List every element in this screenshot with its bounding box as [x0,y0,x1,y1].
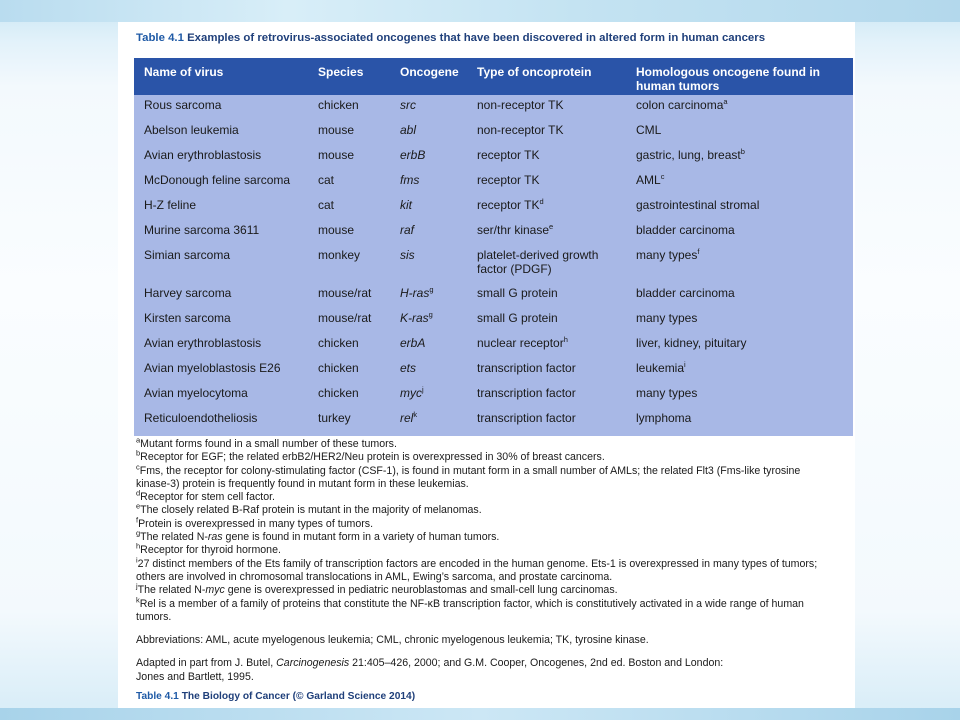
species-cell: chicken [318,336,359,350]
header-oncoprotein-type: Type of oncoprotein [477,65,592,79]
virus-name-cell: Abelson leukemia [144,123,239,137]
oncogene-cell: kit [400,198,412,212]
virus-name-cell: McDonough feline sarcoma [144,173,291,187]
species-cell: mouse [318,123,355,137]
footnote-e: $^e$The closely related B-Raf protein is mutant in the majority of melanomas. [136,501,482,517]
virus-name-cell: Reticuloendotheliosis [144,411,258,425]
oncoprotein-type-cell: receptor TK [477,173,540,187]
species-cell: chicken [318,386,359,400]
oncogene-cell: fms [400,173,420,187]
species-cell: mouse [318,223,355,237]
species-cell: turkey [318,411,351,425]
footer-caption-text: The Biology of Cancer (© Garland Science 2014) [181,691,416,702]
species-cell: cat [318,198,335,212]
virus-name-cell: Avian erythroblastosis [144,148,262,162]
species-cell: cat [318,173,335,187]
footnote-h: $^h$Receptor for thyroid hormone. [136,541,281,557]
header-species: Species [318,65,364,79]
homologous-oncogene-cell: CML [636,123,662,137]
table-footnotes [136,435,836,684]
homologous-oncogene-cell: gastric, lung, breast$^b$ [636,147,745,162]
oncogene-cell: sis [400,248,415,262]
oncoprotein-type-cell: non-receptor TK [477,98,564,112]
header-virus: Name of virus [144,65,224,79]
abbreviations-note: Abbreviations: AML, acute myelogenous leukemia; CML, chronic myelogenous leukemia; TK, tyrosine kinase. [136,634,649,647]
oncoprotein-type-cell: transcription factor [477,361,576,375]
footnote-d: $^d$Receptor for stem cell factor. [136,488,275,504]
homologous-oncogene-cell: many types [636,386,698,400]
homologous-oncogene-cell: many types [636,311,698,325]
virus-name-cell: Avian myeloblastosis E26 [144,361,281,375]
homologous-oncogene-cell: AML$^c$ [636,172,665,187]
virus-name-cell: Kirsten sarcoma [144,311,231,325]
table-caption [136,32,848,44]
footnote-k: $^k$Rel is a member of a family of proteins that constitute the NF-κB transcription factor, which is constitutively activated in a wide range of human tumors. [136,595,804,623]
homologous-oncogene-cell: many types$^f$ [636,247,700,262]
oncogene-cell: myc$^j$ [400,385,424,400]
oncoprotein-type-cell: receptor TK [477,148,540,162]
oncoprotein-type-cell: non-receptor TK [477,123,564,137]
oncogene-cell: K-ras$^g$ [400,310,433,325]
homologous-oncogene-cell: leukemia$^i$ [636,360,686,375]
oncogene-cell: src [400,98,416,112]
table-header [134,58,853,95]
virus-name-cell: Avian myelocytoma [144,386,248,400]
footnote-c: $^c$Fms, the receptor for colony-stimulating factor (CSF-1), is found in mutant form in a small number of AMLs; the related Flt3 (Fms-like tyrosine kinase-3) protein is frequently found in mutant form in these leukemias. [136,462,801,490]
oncogene-cell: ets [400,361,417,375]
footnote-a: $^a$Mutant forms found in a small number of these tumors. [136,435,397,450]
virus-name-cell: Avian erythroblastosis [144,336,262,350]
slide-bottom-band [0,708,960,720]
species-cell: chicken [318,98,359,112]
footer-caption-number: Table 4.1 [136,691,179,702]
footer-caption [136,691,415,702]
species-cell: mouse/rat [318,311,372,325]
oncoprotein-type-cell: small G protein [477,286,558,300]
oncoprotein-type-cell: transcription factor [477,386,576,400]
oncoprotein-type-cell: platelet-derived growth factor (PDGF) [477,248,599,276]
virus-name-cell: H-Z feline [144,198,197,212]
header-oncogene: Oncogene [400,65,459,79]
oncogene-cell: erbB [400,148,426,162]
footnote-f: $^f$Protein is overexpressed in many types of tumors. [136,515,374,530]
species-cell: monkey [318,248,361,262]
homologous-oncogene-cell: colon carcinoma$^a$ [636,97,728,112]
oncogene-cell: raf [400,223,415,237]
virus-name-cell: Harvey sarcoma [144,286,232,300]
slide-page [118,22,855,710]
homologous-oncogene-cell: bladder carcinoma [636,223,735,237]
oncogene-table [134,58,853,436]
virus-name-cell: Murine sarcoma 3611 [144,223,260,237]
homologous-oncogene-cell: lymphoma [636,411,692,425]
footnote-i: $^i$27 distinct members of the Ets family of transcription factors are encoded in the human genome. Ets-1 is overexpressed in many types of tumors; others are involved in chromosomal translocations in AML, Ewing’s sarcoma, and prostate carcinoma. [136,555,818,583]
oncoprotein-type-cell: transcription factor [477,411,576,425]
footnote-b: $^b$Receptor for EGF; the related erbB2/HER2/Neu protein is overexpressed in 30% of breast cancers. [136,448,605,464]
homologous-oncogene-cell: liver, kidney, pituitary [636,336,747,350]
oncoprotein-type-cell: small G protein [477,311,558,325]
footnote-j: $^j$The related N-myc gene is overexpressed in pediatric neuroblastomas and small-cell lung carcinomas. [136,581,618,597]
footnote-g: $^g$The related N-ras gene is found in mutant form in a variety of human tumors. [136,528,500,544]
oncogene-cell: abl [400,123,417,137]
source-note: Adapted in part from J. Butel, Carcinogenesis 21:405–426, 2000; and G.M. Cooper, Oncogenes, 2nd ed. Boston and London: Jones and Bartlett, 1995. [136,657,724,683]
species-cell: mouse [318,148,355,162]
virus-name-cell: Simian sarcoma [144,248,231,262]
table-caption-text: Examples of retrovirus-associated oncogenes that have been discovered in altered form in human cancers [187,32,766,44]
oncogene-cell: H-ras$^g$ [400,285,434,300]
oncoprotein-type-cell: nuclear receptor$^h$ [477,335,568,350]
slide-top-band [0,0,960,22]
table-caption-number: Table 4.1 [136,32,184,44]
header-homologous-oncogene [636,65,820,93]
oncogene-cell: erbA [400,336,426,350]
virus-name-cell: Rous sarcoma [144,98,222,112]
homologous-oncogene-cell: bladder carcinoma [636,286,735,300]
header-homolog-line2: human tumors [636,79,720,93]
species-cell: chicken [318,361,359,375]
homologous-oncogene-cell: gastrointestinal stromal [636,198,760,212]
oncoprotein-type-cell: ser/thr kinase$^e$ [477,222,554,237]
species-cell: mouse/rat [318,286,372,300]
oncoprotein-type-cell: receptor $TK^d$ [477,197,544,212]
oncogene-cell: rel$^k$ [400,410,418,425]
header-homolog-line1: Homologous oncogene found in [636,65,820,79]
